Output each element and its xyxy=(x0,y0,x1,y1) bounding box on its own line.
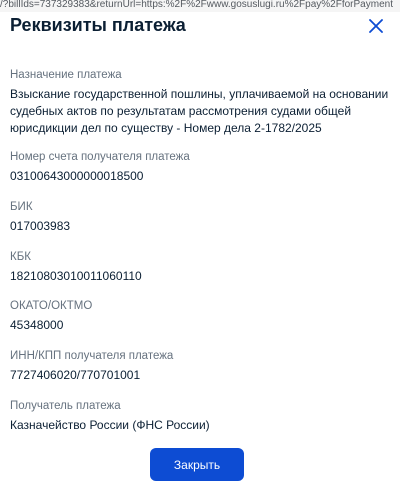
field-value: 45348000 xyxy=(10,318,64,332)
field-value: Взыскание государственной пошлины, уплачиваемой на основании судебных актов по результатам рассмотрения судами общей юрисдикции дел по существу - Номер дела 2-1782/2025 xyxy=(10,87,389,135)
field-inn-kpp xyxy=(10,349,390,384)
field-value: 18210803010011060110 xyxy=(10,269,142,283)
field-value: 03100643000000018500 xyxy=(10,169,144,183)
field-recipient xyxy=(10,399,390,434)
field-label: КБК xyxy=(10,251,31,263)
payment-details-modal xyxy=(0,12,400,502)
field-label: БИК xyxy=(10,201,33,213)
address-bar-url[interactable]: /?billIds=737329383&returnUrl=https:%2F%2Fwww.gosuslugi.ru%2Fpay%2FforPayment xyxy=(0,0,400,12)
field-purpose xyxy=(10,68,390,137)
field-value: Казначейство России (ФНС России) xyxy=(10,418,210,432)
field-label: ОКАТО/ОКТМО xyxy=(10,300,93,312)
field-bik xyxy=(10,200,390,235)
field-value: 017003983 xyxy=(10,219,71,233)
field-kbk xyxy=(10,250,390,285)
close-icon[interactable] xyxy=(366,16,386,36)
field-label: Назначение платежа xyxy=(10,69,122,81)
field-label: ИНН/КПП получателя платежа xyxy=(10,350,174,362)
field-label: Номер счета получателя платежа xyxy=(10,151,190,163)
modal-title: Реквизиты платежа xyxy=(10,15,186,35)
field-label: Получатель платежа xyxy=(10,400,121,412)
field-account-number xyxy=(10,150,390,185)
field-okato-oktmo xyxy=(10,299,390,334)
close-button[interactable]: Закрыть xyxy=(150,448,244,481)
field-value: 7727406020/770701001 xyxy=(10,368,141,382)
